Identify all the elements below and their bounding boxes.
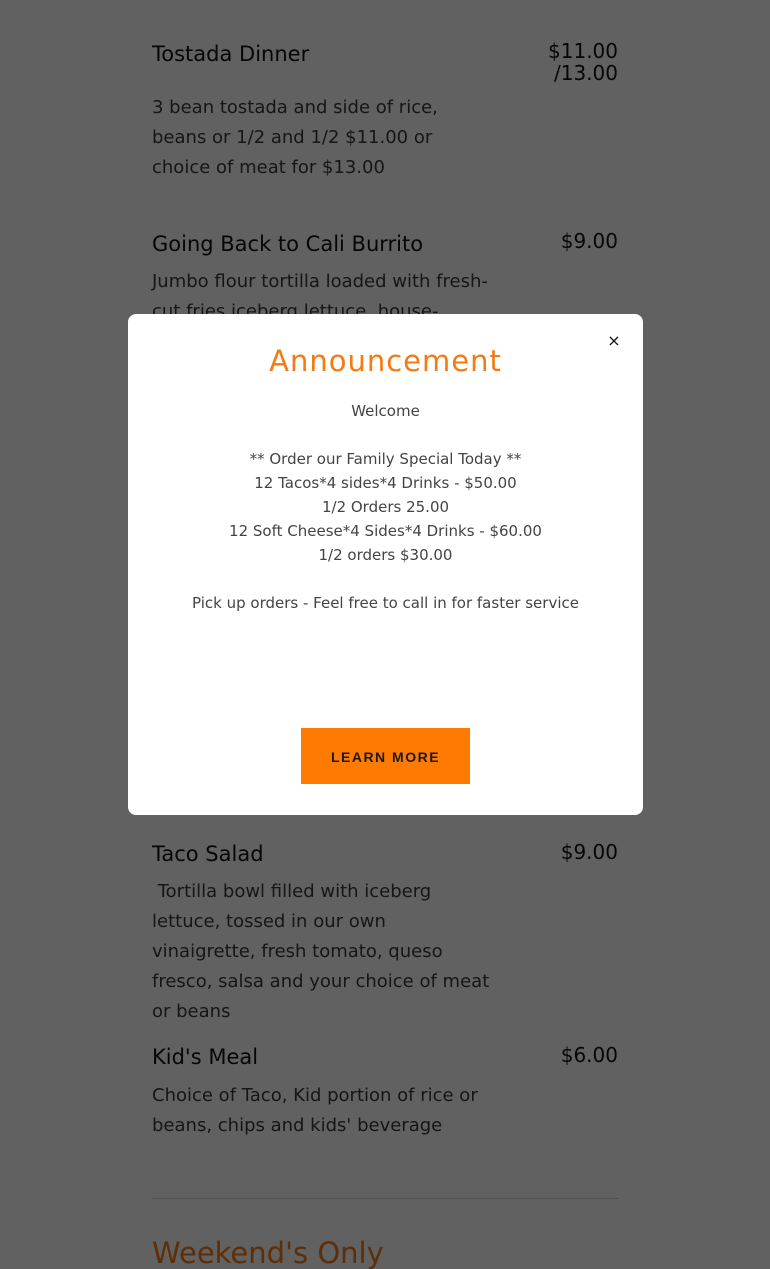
modal-line-half-orders-2: 1/2 orders $30.00 — [318, 546, 453, 564]
modal-line-spacer — [128, 423, 643, 447]
modal-title: Announcement — [269, 344, 502, 378]
modal-line-half-orders: 1/2 Orders 25.00 — [321, 498, 450, 516]
modal-line-tacos-offer: 12 Tacos*4 sides*4 Drinks - $50.00 — [254, 474, 517, 492]
modal-line-pickup: Pick up orders - Feel free to call in for faster service — [192, 594, 579, 612]
close-icon[interactable]: × — [607, 331, 621, 350]
modal-line-family-special: ** Order our Family Special Today ** — [249, 450, 522, 468]
modal-line-welcome: Welcome — [351, 402, 420, 420]
modal-line-soft-cheese-offer: 12 Soft Cheese*4 Sides*4 Drinks - $60.00 — [229, 522, 542, 540]
modal-line-spacer — [128, 567, 643, 591]
announcement-modal — [128, 314, 643, 815]
learn-more-button[interactable]: LEARN MORE — [301, 728, 470, 784]
modal-body — [128, 399, 643, 615]
